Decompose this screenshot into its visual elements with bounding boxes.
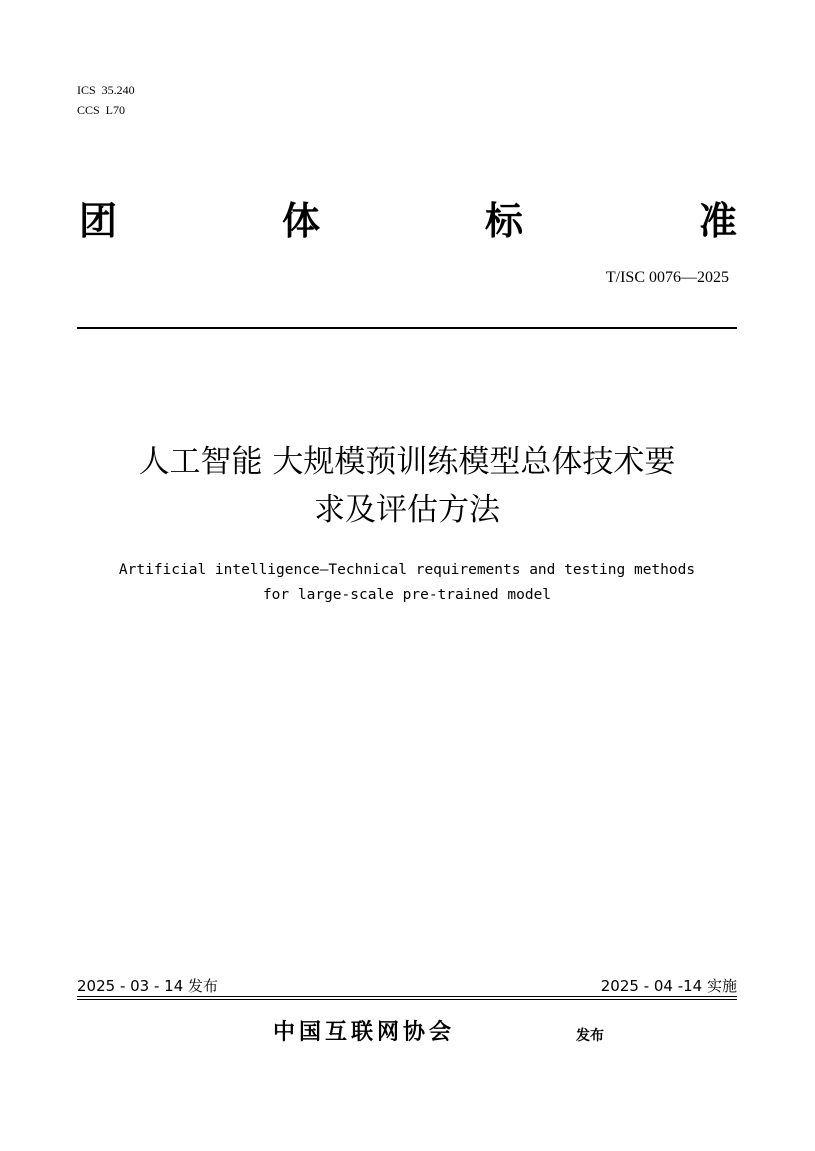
ics-code: ICS 35.240 — [77, 83, 135, 97]
publish-label: 发布 — [576, 1028, 604, 1044]
classification-codes — [77, 80, 135, 120]
standard-type-heading — [79, 196, 737, 246]
english-title — [37, 558, 777, 608]
release-date: 2025 - 03 - 14 发布 — [77, 977, 219, 995]
standard-type-char: 体 — [282, 199, 321, 243]
chinese-title — [77, 438, 737, 534]
english-title-line: Artificial intelligence—Technical requirements and testing methods — [118, 562, 696, 578]
standard-type-char: 准 — [698, 199, 737, 243]
footer-divider — [77, 999, 737, 1000]
standard-type-char: 团 — [79, 199, 118, 243]
header-divider — [77, 327, 737, 329]
chinese-title-line: 人工智能 大规模预训练模型总体技术要 — [138, 444, 676, 480]
standard-number: T/ISC 0076—2025 — [605, 269, 729, 286]
footer-divider — [77, 996, 737, 997]
chinese-title-line: 求及评估方法 — [314, 492, 500, 528]
standard-type-char: 标 — [485, 199, 524, 243]
english-title-line: for large-scale pre-trained model — [262, 587, 552, 603]
publisher-name: 中国互联网协会 — [273, 1019, 456, 1045]
date-row — [77, 975, 737, 997]
ccs-code: CCS L70 — [77, 103, 126, 117]
implementation-date: 2025 - 04 -14 实施 — [600, 977, 737, 995]
